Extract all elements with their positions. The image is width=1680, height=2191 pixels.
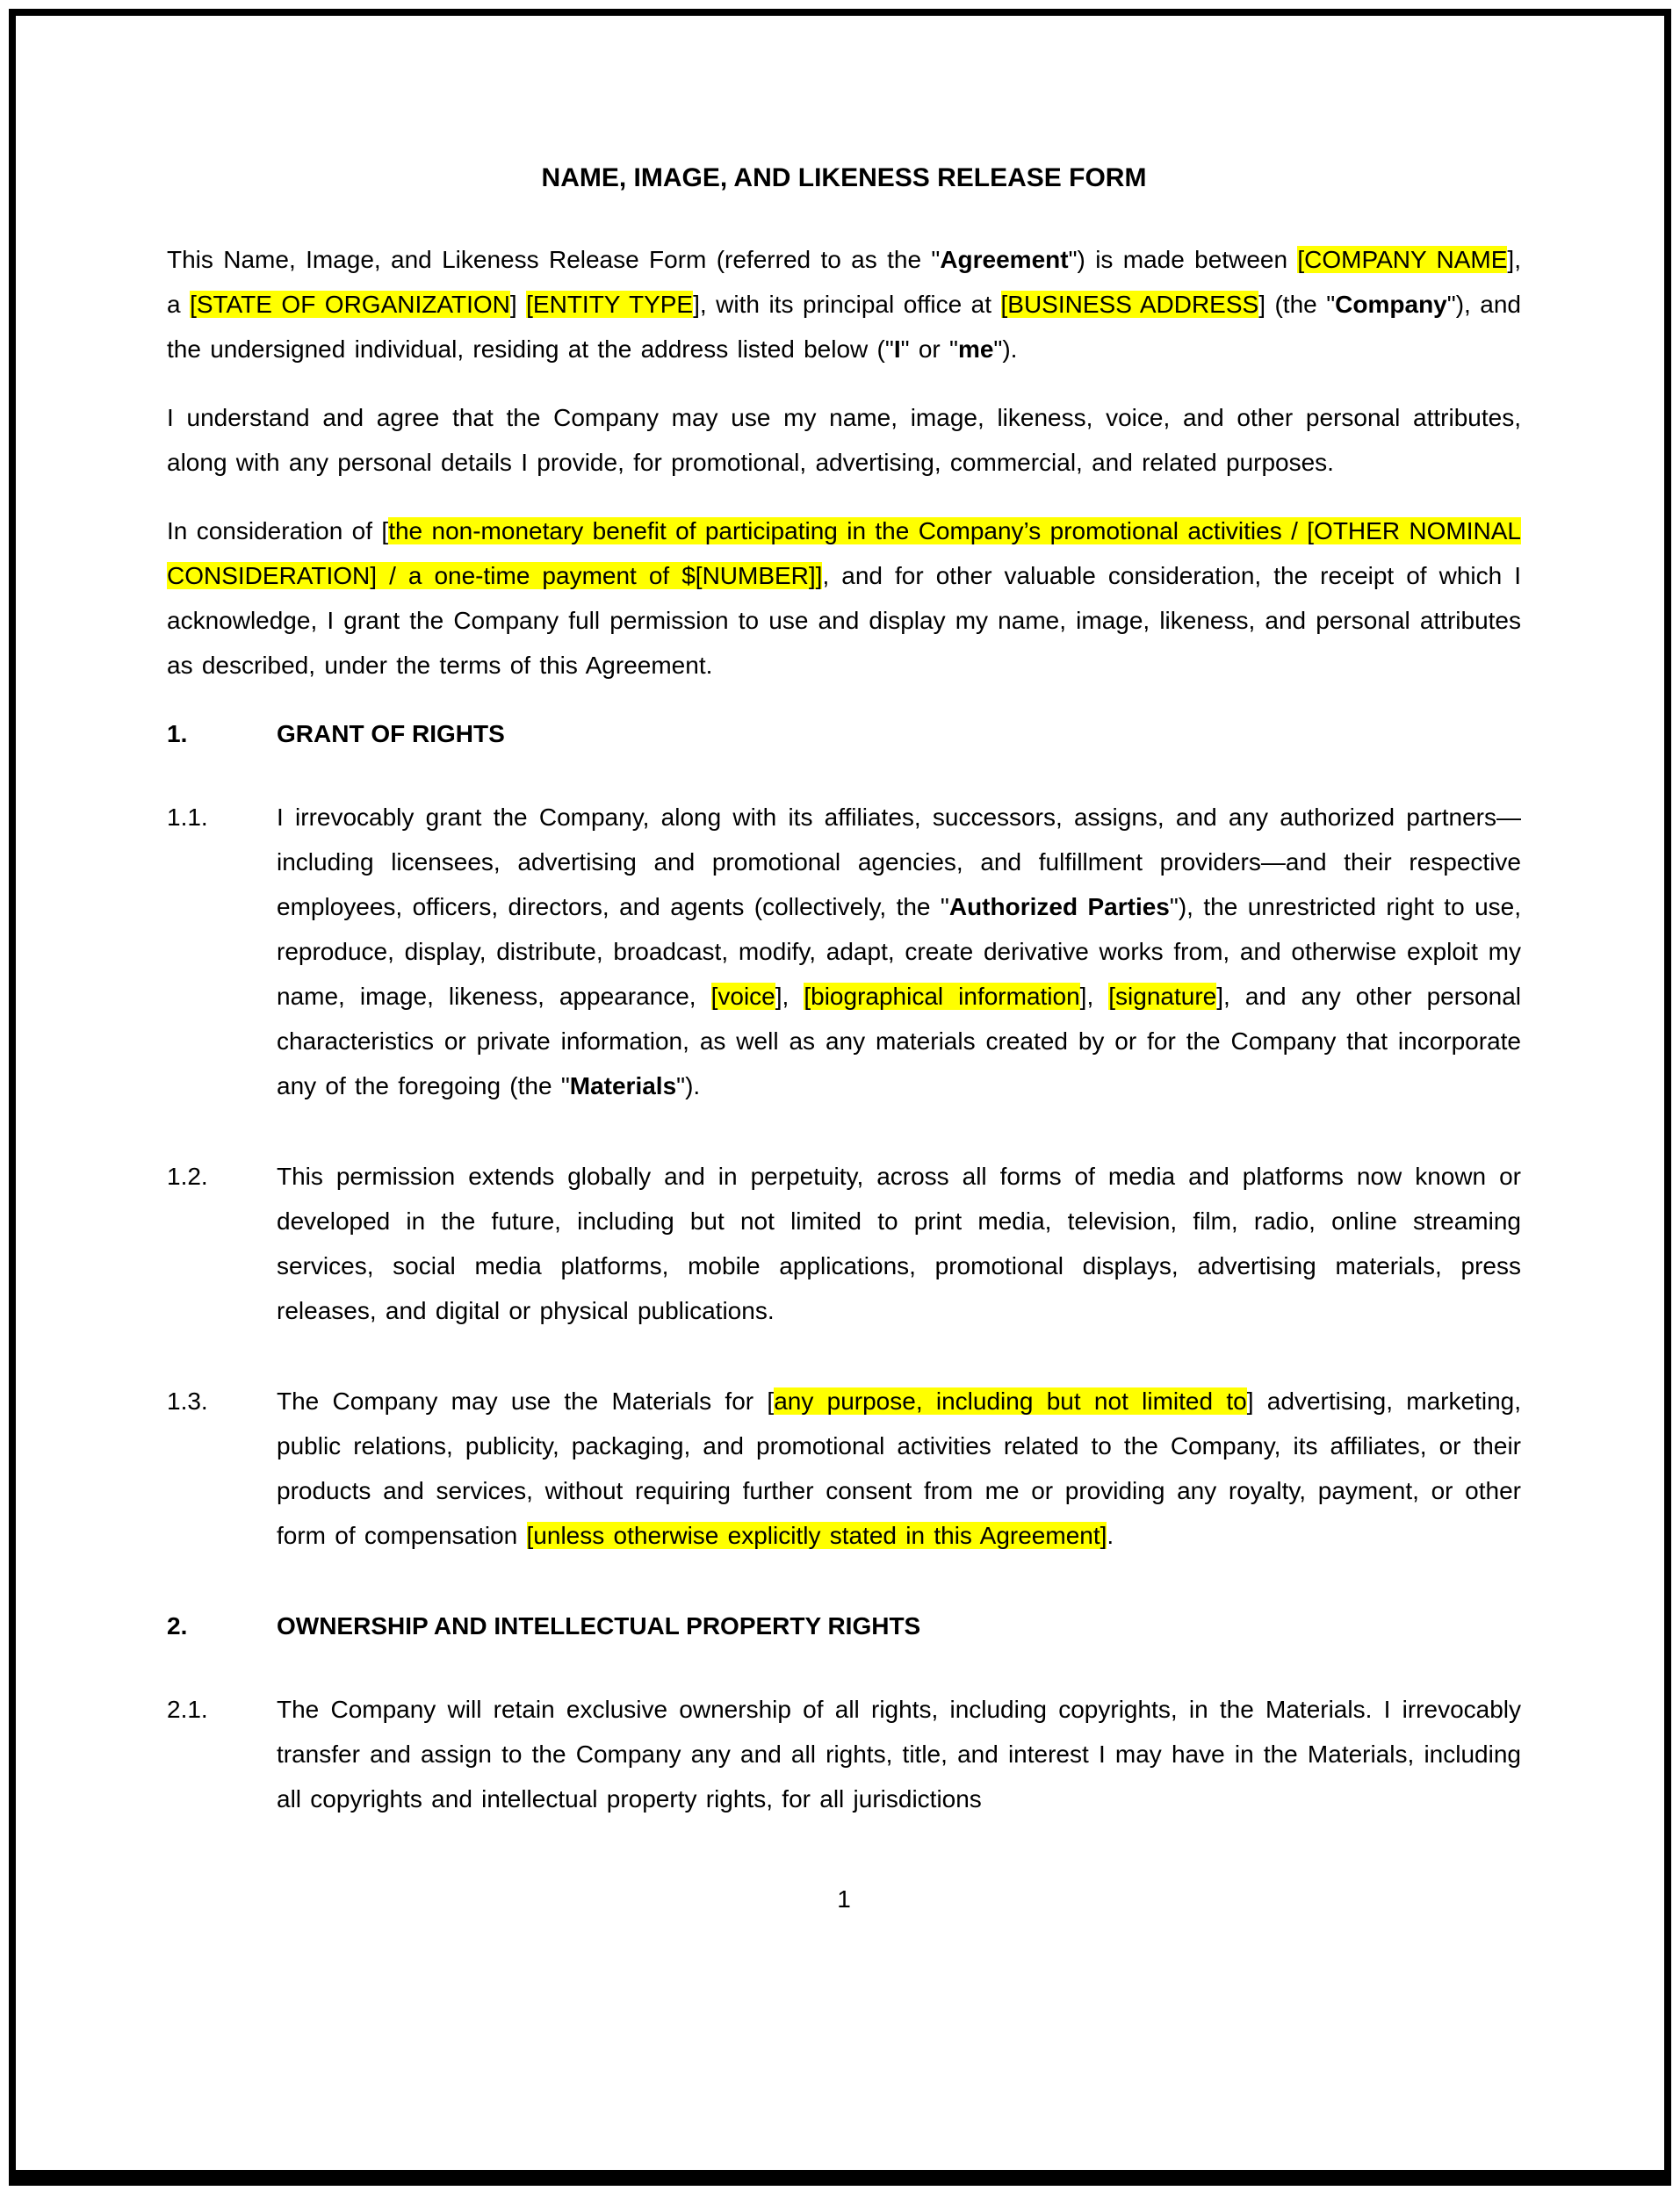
clause-number: 2.1.: [167, 1696, 208, 1723]
text-run: , and for other valuable consideration, the receipt of which I acknowledge, I grant the Company full permission to use and display my name, image, likeness, and personal attributes as described, under the terms of this Agreement.: [167, 562, 1521, 679]
text-run: "), the unrestricted right to use, reproduce, display, distribute, broadcast, modify, adapt, create derivative works from, and otherwise exploit my name, image, likeness, appearance,: [277, 893, 1521, 1010]
clause-text: [277, 795, 1521, 1108]
clause-number: 1.2.: [167, 1163, 208, 1190]
document-title: NAME, IMAGE, AND LIKENESS RELEASE FORM: [541, 163, 1147, 192]
clause-number: 1.1.: [167, 804, 208, 831]
clause: [167, 1687, 1521, 1821]
text-run: I irrevocably grant the Company, along with its affiliates, successors, assigns, and any authorized partners—including licensees, advertising and promotional agencies, and fulfillment providers—and their respective employees, officers, directors, and agents (collectively, the ": [277, 804, 1521, 920]
highlighted-text: [biographical information: [804, 983, 1080, 1010]
highlighted-text: [STATE OF ORGANIZATION: [190, 291, 510, 318]
document-content: [167, 163, 1521, 1914]
clause-text: [277, 1687, 1521, 1821]
text-run: ]: [509, 291, 527, 318]
text-run: ], with its principal office at: [693, 291, 1001, 318]
highlighted-text: any purpose, including but not limited to: [774, 1387, 1247, 1415]
text-run: ], a: [167, 246, 1521, 318]
highlighted-text: [COMPANY NAME: [1297, 246, 1508, 273]
section-number: 1.: [167, 720, 188, 747]
section-number: 2.: [167, 1612, 188, 1640]
text-run: This permission extends globally and in perpetuity, across all forms of media and platforms now known or developed in the future, including but not limited to print media, television, film, radio, online streaming services, social media platforms, mobile applications, promotional displays, advertising materials, press releases, and digital or physical publications.: [277, 1163, 1521, 1324]
text-run: ],: [775, 983, 804, 1010]
clause-text: [277, 1154, 1521, 1333]
text-run: ").: [993, 335, 1018, 363]
text-run: "), and the undersigned individual, residing at the address listed below (": [167, 291, 1522, 363]
highlighted-text: [unless otherwise explicitly stated in this Agreement]: [526, 1522, 1107, 1549]
text-run: ] advertising, marketing, public relations, publicity, packaging, and promotional activities related to the Company, its affiliates, or their products and services, without requiring further consent from me or providing any royalty, payment, or other form of compensation: [277, 1387, 1521, 1549]
clause-number: 1.3.: [167, 1387, 208, 1415]
text-run: ") is made between: [1068, 246, 1298, 273]
section-heading: [167, 1604, 1521, 1648]
clause-text: [277, 1379, 1521, 1558]
text-run: ],: [1079, 983, 1109, 1010]
document-body: [167, 237, 1521, 1821]
highlighted-text: [signature: [1108, 983, 1217, 1010]
text-run: .: [1107, 1522, 1114, 1549]
text-run: ] (the ": [1258, 291, 1336, 318]
text-run: I understand and agree that the Company may use my name, image, likeness, voice, and other personal attributes, along with any personal details I provide, for promotional, advertising, commercial, and related purposes.: [167, 404, 1521, 476]
section-heading: [167, 711, 1521, 756]
page-number: 1: [837, 1885, 851, 1913]
text-run: This Name, Image, and Likeness Release Form (referred to as the ": [167, 246, 941, 273]
text-run: Authorized Parties: [948, 893, 1170, 920]
text-run: ").: [676, 1072, 701, 1099]
highlighted-text: [ENTITY TYPE: [526, 291, 694, 318]
text-run: me: [957, 335, 994, 363]
clause: [167, 795, 1521, 1108]
section-heading-text: OWNERSHIP AND INTELLECTUAL PROPERTY RIGHTS: [277, 1612, 921, 1640]
text-run: In consideration of [: [167, 517, 389, 544]
highlighted-text: the non-monetary benefit of participating in the Company’s promotional activities / [OTHER NOMINAL CONSIDERATION] / a one-time payment of $[NUMBER]]: [167, 517, 1521, 589]
paragraph: [167, 395, 1521, 485]
text-run: " or ": [900, 335, 958, 363]
paragraph: [167, 237, 1521, 371]
section-heading-text: GRANT OF RIGHTS: [277, 720, 505, 747]
text-run: ], and any other personal characteristics or private information, as well as any materials created by or for the Company that incorporate any of the foregoing (the ": [277, 983, 1521, 1099]
text-run: Agreement: [940, 246, 1069, 273]
text-run: I: [893, 335, 901, 363]
text-run: Materials: [569, 1072, 677, 1099]
text-run: The Company will retain exclusive ownership of all rights, including copyrights, in the Materials. I irrevocably transfer and assign to the Company any and all rights, title, and interest I may have in the Materials, including all copyrights and intellectual property rights, for all jurisdictions: [277, 1696, 1521, 1813]
paragraph: [167, 508, 1521, 688]
text-run: Company: [1335, 291, 1447, 318]
highlighted-text: [voice: [710, 983, 775, 1010]
highlighted-text: [BUSINESS ADDRESS: [1000, 291, 1259, 318]
text-run: The Company may use the Materials for [: [277, 1387, 775, 1415]
clause: [167, 1379, 1521, 1558]
clause: [167, 1154, 1521, 1333]
